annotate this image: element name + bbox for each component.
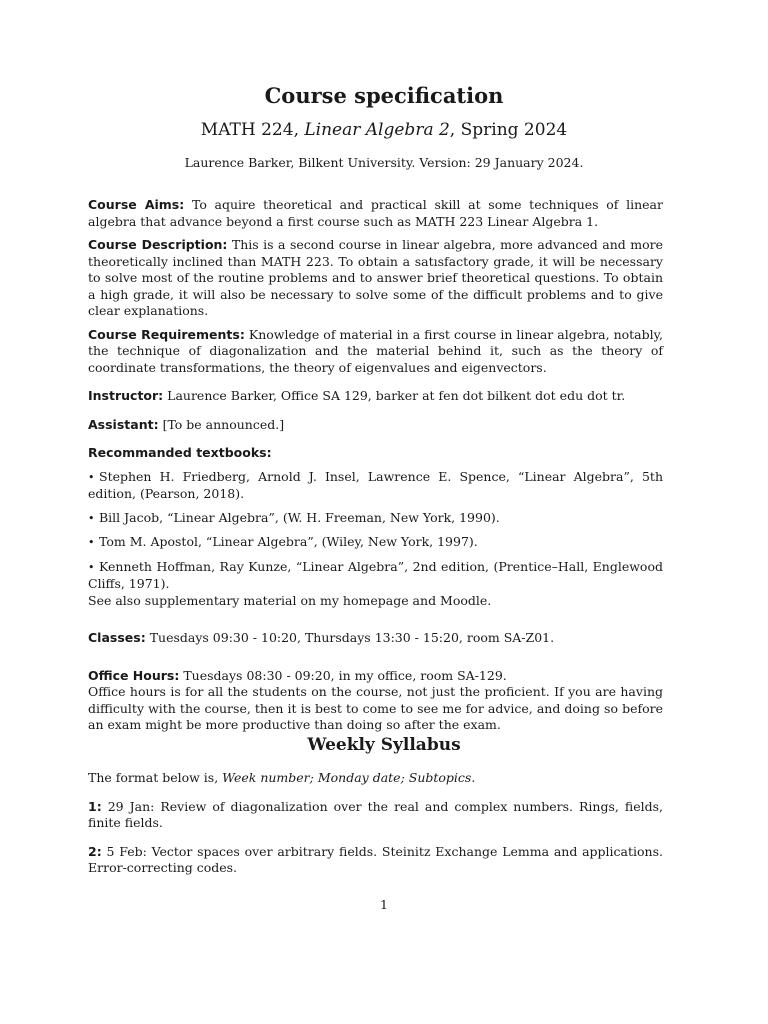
textbooks-note: See also supplementary material on my homepage and Moodle. bbox=[88, 592, 492, 608]
course-requirements-label: Course Requirements: bbox=[88, 326, 245, 342]
textbook-text: Bill Jacob, “Linear Algebra”, (W. H. Freeman, New York, 1990). bbox=[99, 509, 500, 525]
bullet-icon: • bbox=[88, 470, 95, 484]
textbooks-heading bbox=[88, 445, 663, 462]
course-details bbox=[88, 197, 663, 734]
week-number: 1: bbox=[88, 798, 102, 814]
course-description-label: Course Description: bbox=[88, 237, 228, 252]
assistant-label: Assistant: bbox=[88, 416, 159, 432]
textbook-item bbox=[88, 534, 663, 552]
office-hours-text: Tuesdays 08:30 - 09:20, in my office, room SA-129. bbox=[183, 667, 507, 683]
textbook-text: Stephen H. Friedberg, Arnold J. Insel, Lawrence E. Spence, “Linear Algebra”, 5th edition, (Pearson, 2018). bbox=[88, 468, 663, 501]
textbook-item bbox=[88, 510, 663, 528]
document-title: Course specification bbox=[264, 83, 504, 108]
course-aims-label: Course Aims: bbox=[88, 197, 185, 212]
course-name: Linear Algebra 2 bbox=[304, 120, 450, 140]
office-hours-note: Office hours is for all the students on the course, not just the proficient. If you are having difficulty with the course, then it is best to come to see me for advice, and doing so before an exam might be more productive than doing so after the exam. bbox=[88, 684, 663, 732]
assistant-text: [To be announced.] bbox=[162, 416, 285, 432]
week-text: 29 Jan: Review of diagonalization over the real and complex numbers. Rings, fields, finite fields. bbox=[88, 798, 663, 830]
textbook-item bbox=[88, 469, 663, 503]
textbook-text: Tom M. Apostol, “Linear Algebra”, (Wiley, New York, 1997). bbox=[99, 534, 478, 549]
instructor-text: Laurence Barker, Office SA 129, barker at fen dot bilkent dot edu dot tr. bbox=[167, 388, 626, 403]
textbooks-label: Recommanded textbooks: bbox=[88, 445, 272, 460]
course-requirements-text: Knowledge of material in a first course in linear algebra, notably, the technique of diagonalization and the material behind it, such as the theory of coordinate transformations, the theory of eigenvalues and eigenvectors. bbox=[88, 326, 663, 375]
bullet-icon: • bbox=[88, 511, 95, 525]
syllabus-heading: Weekly Syllabus bbox=[307, 735, 461, 755]
classes-text: Tuesdays 09:30 - 10:20, Thursdays 13:30 - 15:20, room SA-Z01. bbox=[149, 630, 555, 645]
course-term: , Spring 2024 bbox=[449, 120, 568, 140]
course-aims-text: To aquire theoretical and practical skill at some techniques of linear algebra that advance beyond a first course such as MATH 223 Linear Algebra 1. bbox=[88, 197, 663, 229]
office-hours bbox=[88, 668, 663, 685]
course-subtitle bbox=[0, 120, 768, 140]
author-byline: Laurence Barker, Bilkent University. Version: 29 January 2024. bbox=[184, 155, 584, 170]
classes-label: Classes: bbox=[88, 630, 146, 645]
course-aims bbox=[88, 197, 663, 230]
classes bbox=[88, 630, 663, 647]
assistant bbox=[88, 417, 663, 434]
course-code: MATH 224, bbox=[200, 120, 305, 140]
week-text: 5 Feb: Vector spaces over arbitrary fields. Steinitz Exchange Lemma and applications. Error-correcting codes. bbox=[88, 843, 663, 875]
syllabus-week bbox=[88, 799, 663, 832]
instructor-label: Instructor: bbox=[88, 388, 164, 403]
bullet-icon: • bbox=[88, 536, 95, 549]
bullet-icon: • bbox=[88, 560, 95, 574]
syllabus-week bbox=[88, 844, 663, 877]
instructor bbox=[88, 388, 663, 405]
office-hours-label: Office Hours: bbox=[88, 667, 180, 683]
textbook-text: Kenneth Hoffman, Ray Kunze, “Linear Algebra”, 2nd edition, (Prentice–Hall, Englewood Cliffs, 1971). bbox=[88, 558, 663, 591]
syllabus-format bbox=[88, 770, 663, 787]
course-description bbox=[88, 237, 663, 320]
weekly-syllabus bbox=[88, 770, 663, 877]
syllabus-format-fields: Week number; Monday date; Subtopics. bbox=[222, 770, 476, 785]
week-number: 2: bbox=[88, 843, 102, 859]
page-number: 1 bbox=[380, 897, 388, 912]
syllabus-format-text: The format below is, bbox=[88, 770, 223, 785]
course-requirements bbox=[88, 327, 663, 377]
textbook-item bbox=[88, 559, 663, 593]
course-description-text: This is a second course in linear algebra, more advanced and more theoretically inclined than MATH 223. To obtain a satısfactory grade, it will be necessary to solve most of the routine problems and to answer brief theoretical questions. To obtain a high grade, it will also be necessary to solve some of the difficult problems and to give clear explanations. bbox=[88, 237, 663, 318]
